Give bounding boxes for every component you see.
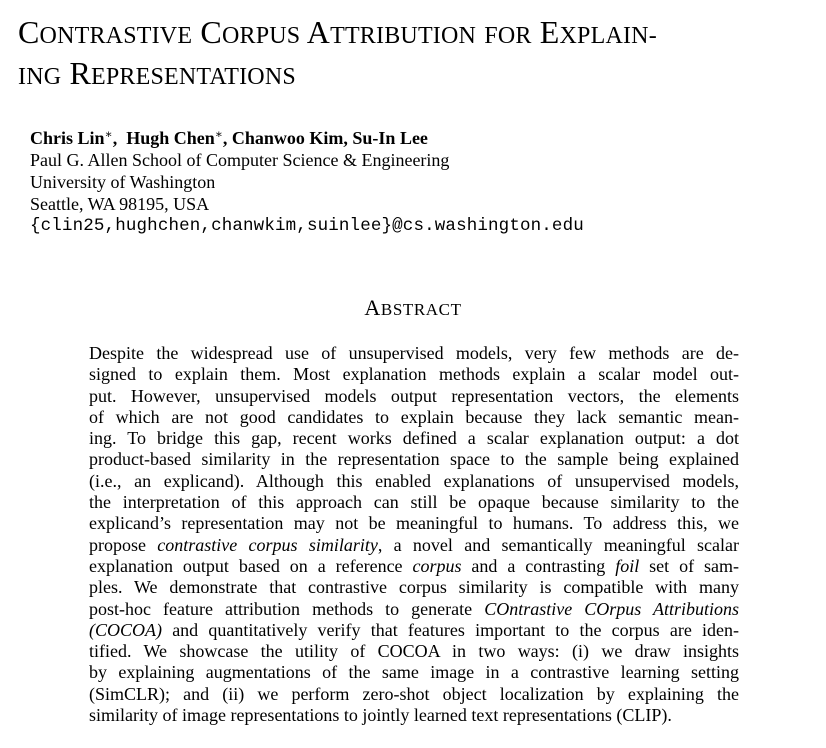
title-word-contrastive-rest: ONTRASTIVE [39,23,193,49]
abstract-line [89,599,739,620]
author-names: Chris Lin∗, Hugh Chen∗, Chanwoo Kim, Su-In Lee [30,127,428,148]
title-word-attribution-rest: TTRIBUTION [330,23,477,49]
abstract-text-run: set of sam- [639,555,740,576]
abstract-text-run: ples. We demonstrate that contrastive corpus similarity is compatible with many [89,577,739,598]
emphasis-corpus: corpus [412,555,462,576]
abstract-text-run: signed to explain them. Most explanation methods explain a scalar model out- [89,364,739,385]
abstract-line [89,641,739,662]
title-word-representations-initial: R [69,55,92,91]
title-line-2 [18,55,818,96]
abstract-line [89,386,739,407]
title-word-representations-rest: EPRESENTATIONS [91,64,296,90]
abstract-heading [0,296,826,322]
abstract-line [89,556,739,577]
abstract-line [89,705,739,726]
author-chris-lin: Chris Lin [30,128,105,148]
abstract-line [89,364,739,385]
abstract-text [89,343,739,726]
abstract-line [89,577,739,598]
abstract-text-run: similarity of image representations to jointly learned text representations (CLIP). [89,705,672,726]
abstract-text-run: ing. To bridge this gap, recent works defined a scalar explanation output: a dot [89,428,739,449]
abstract-line [89,407,739,428]
author-others: , Chanwoo Kim, Su-In Lee [222,128,428,148]
abstract-text-run: product-based similarity in the representation space to the sample being explained [89,449,739,470]
abstract-heading-initial: A [364,295,381,320]
emphasis-cocoa-acronym: (COCOA) [89,619,162,640]
emphasis-foil: foil [615,555,640,576]
emphasis-cocoa-full-name: COntrastive COrpus Attributions [484,598,739,619]
abstract-text-run: and a contrasting [461,555,616,576]
equal-contribution-mark-1: ∗ [104,127,113,141]
abstract-text-run: the interpretation of this approach can still be opaque because similarity to the [89,492,739,513]
abstract-line [89,535,739,556]
abstract-line [89,343,739,364]
abstract-line [89,684,739,705]
title-word-ing: ING [18,64,62,90]
title-word-contrastive-initial: C [18,14,40,50]
author-block [30,127,584,237]
abstract-text-run: tified. We showcase the utility of COCOA in two ways: (i) we draw insights [89,641,739,662]
abstract-text-run: explanation output based on a reference [89,555,413,576]
paper-title [18,14,818,96]
affiliation-department: Paul G. Allen School of Computer Science & Engineering [30,150,450,170]
abstract-text-run: (i.e., an explicand). Although this enabled explanations of unsupervised models, [89,470,739,491]
abstract-line [89,449,739,470]
abstract-text-run: explicand’s representation may not be meaningful to humans. To address this, we [89,513,739,534]
affiliation-address: Seattle, WA 98195, USA [30,194,210,214]
title-word-explain-rest: XPLAIN- [559,23,657,49]
affiliation-university: University of Washington [30,172,216,192]
abstract-text-run: , a novel and semantically meaningful scalar [377,534,739,555]
abstract-line [89,428,739,449]
title-word-explain-initial: E [539,14,560,50]
abstract-text-run: of which are not good candidates to explain because they lack semantic mean- [89,406,739,427]
author-emails: {clin25,hughchen,chanwkim,suinlee}@cs.washington.edu [30,216,584,236]
title-word-attribution-initial: A [306,14,331,50]
abstract-line [89,620,739,641]
abstract-text-run: propose [89,534,158,555]
title-word-corpus-rest: ORPUS [221,23,301,49]
abstract-text-run: (SimCLR); and (ii) we perform zero-shot object localization by explaining the [89,683,739,704]
abstract-text-run: put. However, unsupervised models output representation vectors, the elements [89,385,739,406]
abstract-line [89,471,739,492]
emphasis-contrastive-corpus-similarity: contrastive corpus similarity [157,534,378,555]
title-line-1 [18,14,818,55]
abstract-text-run: by explaining augmentations of the same image in a contrastive learning setting [89,662,739,683]
author-hugh-chen: Hugh Chen [126,128,215,148]
abstract-text-run: and quantitatively verify that features important to the corpus are iden- [162,619,739,640]
equal-contribution-mark-2: ∗ [214,127,223,141]
title-word-for: FOR [484,23,532,49]
abstract-line [89,513,739,534]
abstract-line [89,492,739,513]
title-word-corpus-initial: C [200,14,222,50]
abstract-line [89,662,739,683]
abstract-text-run: post-hoc feature attribution methods to generate [89,598,485,619]
abstract-text-run: Despite the widespread use of unsupervised models, very few methods are de- [89,343,739,363]
abstract-heading-rest: BSTRACT [380,300,462,319]
